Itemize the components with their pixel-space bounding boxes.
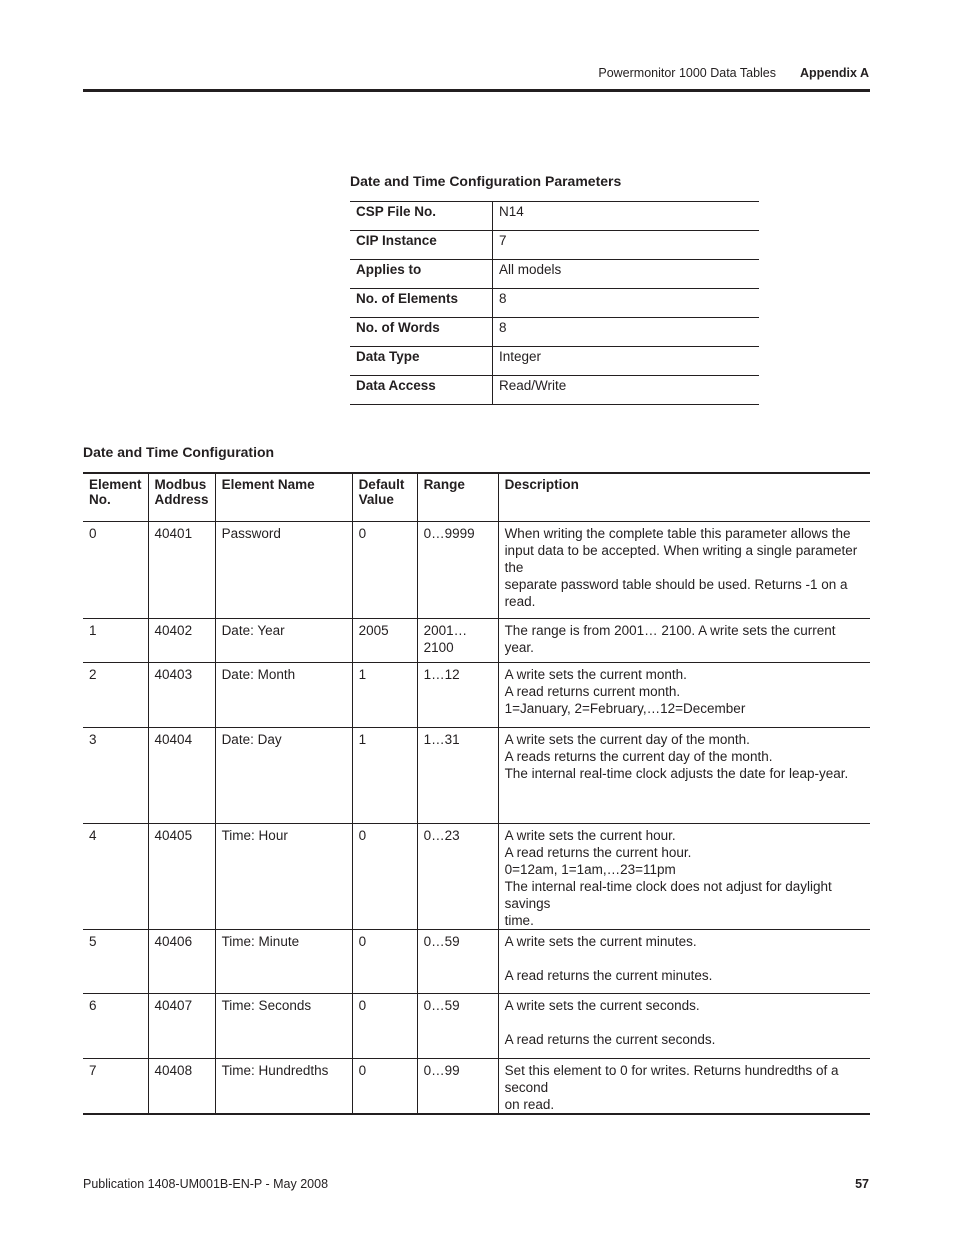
modbus-address: 40405 <box>148 824 215 930</box>
param-value: 7 <box>493 231 760 260</box>
table-row <box>83 930 870 994</box>
modbus-address: 40406 <box>148 930 215 994</box>
default-value: 0 <box>352 994 417 1059</box>
modbus-address: 40403 <box>148 663 215 728</box>
header-rule <box>83 89 870 92</box>
element-number: 4 <box>83 824 148 930</box>
column-header-line: Element <box>89 477 142 492</box>
param-value: N14 <box>493 202 760 231</box>
table-row <box>83 663 870 728</box>
element-number: 1 <box>83 619 148 663</box>
params-row <box>350 202 759 231</box>
column-header-line: Default <box>358 477 405 492</box>
description-blank-line <box>505 950 864 967</box>
description-line: A write sets the current seconds. <box>504 998 700 1013</box>
default-value: 0 <box>352 824 417 930</box>
description-line: The internal real-time clock adjusts the date for leap-year. <box>504 766 849 781</box>
param-key: Applies to <box>350 260 493 289</box>
range <box>417 1059 498 1115</box>
column-header-line: Address <box>154 492 209 507</box>
range <box>417 619 498 663</box>
description-line: input data to be accepted. When writing a single parameter the <box>504 543 858 575</box>
appendix-label: Appendix A <box>800 66 869 80</box>
description <box>498 930 870 994</box>
default-value: 1 <box>352 663 417 728</box>
column-header <box>148 473 215 522</box>
params-row <box>350 347 759 376</box>
range <box>417 663 498 728</box>
param-value: Integer <box>493 347 760 376</box>
element-name: Time: Minute <box>215 930 352 994</box>
table-row <box>83 522 870 619</box>
description-line: A read returns current month. <box>504 684 681 699</box>
params-row <box>350 318 759 347</box>
description-line: A read returns the current minutes. <box>504 968 713 983</box>
description-line: When writing the complete table this parameter allows the <box>504 526 851 541</box>
description-blank-line <box>505 1014 864 1031</box>
range <box>417 522 498 619</box>
description-line: A write sets the current hour. <box>504 828 676 843</box>
description-line: The internal real-time clock does not adjust for daylight savings <box>504 879 832 911</box>
table-row <box>83 994 870 1059</box>
default-value: 0 <box>352 1059 417 1115</box>
range-line: 1…31 <box>423 732 460 747</box>
description <box>498 1059 870 1115</box>
param-value: 8 <box>493 289 760 318</box>
range-line: 0…59 <box>423 998 460 1013</box>
param-key: No. of Words <box>350 318 493 347</box>
column-header <box>215 473 352 522</box>
range <box>417 994 498 1059</box>
description-line: 0=12am, 1=1am,…23=11pm <box>504 862 676 877</box>
column-header-line: Range <box>423 477 465 492</box>
description-line: on read. <box>504 1097 555 1112</box>
description-line: A write sets the current minutes. <box>504 934 697 949</box>
element-name: Password <box>215 522 352 619</box>
table-row <box>83 728 870 824</box>
param-value: Read/Write <box>499 378 567 393</box>
default-value: 2005 <box>352 619 417 663</box>
params-row <box>350 376 759 405</box>
description-line: 1=January, 2=February,…12=December <box>504 701 746 716</box>
element-number: 7 <box>83 1059 148 1115</box>
element-number: 2 <box>83 663 148 728</box>
description-line: Set this element to 0 for writes. Returns hundredths of a second <box>504 1063 839 1095</box>
element-name: Time: Hundredths <box>215 1059 352 1115</box>
params-row <box>350 231 759 260</box>
table-row <box>83 619 870 663</box>
range <box>417 930 498 994</box>
description-line: A reads returns the current day of the month. <box>504 749 773 764</box>
table-row <box>83 824 870 930</box>
description-line: time. <box>504 913 534 928</box>
modbus-address: 40407 <box>148 994 215 1059</box>
column-header-line: Value <box>358 492 394 507</box>
param-key: No. of Elements <box>350 289 493 318</box>
description <box>498 663 870 728</box>
element-number: 0 <box>83 522 148 619</box>
page-number: 57 <box>855 1177 869 1191</box>
params-table <box>350 201 759 405</box>
param-key: Data Access <box>350 376 493 405</box>
config-table <box>83 472 870 1115</box>
param-key: Data Type <box>350 347 493 376</box>
description-line: separate password table should be used. Returns -1 on a read. <box>504 577 848 609</box>
description <box>498 522 870 619</box>
modbus-address: 40401 <box>148 522 215 619</box>
element-name: Date: Day <box>215 728 352 824</box>
description-line: A write sets the current day of the month. <box>504 732 750 747</box>
range-line: 0…59 <box>423 934 460 949</box>
description <box>498 994 870 1059</box>
column-header-line: Modbus <box>154 477 207 492</box>
footer-publication: Publication 1408-UM001B-EN-P - May 2008 <box>83 1177 329 1191</box>
element-name: Time: Seconds <box>215 994 352 1059</box>
params-row <box>350 289 759 318</box>
element-name: Date: Year <box>215 619 352 663</box>
element-number: 5 <box>83 930 148 994</box>
table-row <box>83 1059 870 1115</box>
description <box>498 728 870 824</box>
description <box>498 824 870 930</box>
description-line: A read returns the current seconds. <box>504 1032 716 1047</box>
modbus-address: 40408 <box>148 1059 215 1115</box>
range-line: 2001… <box>423 623 468 638</box>
description-line: A read returns the current hour. <box>504 845 692 860</box>
range <box>417 824 498 930</box>
range-line: 1…12 <box>423 667 460 682</box>
params-table-caption: Date and Time Configuration Parameters <box>350 173 622 189</box>
default-value: 1 <box>352 728 417 824</box>
config-table-caption: Date and Time Configuration <box>83 444 275 460</box>
description-line: The range is from 2001… 2100. A write sets the current year. <box>504 623 836 655</box>
param-key: CIP Instance <box>350 231 493 260</box>
param-key: CSP File No. <box>350 202 493 231</box>
element-number: 6 <box>83 994 148 1059</box>
element-name: Date: Month <box>215 663 352 728</box>
param-value: All models <box>493 260 760 289</box>
page-header <box>598 66 869 80</box>
section-title: Powermonitor 1000 Data Tables <box>598 66 777 80</box>
column-header <box>352 473 417 522</box>
default-value: 0 <box>352 522 417 619</box>
default-value: 0 <box>352 930 417 994</box>
range <box>417 728 498 824</box>
element-number: 3 <box>83 728 148 824</box>
config-table-header-row <box>83 473 870 522</box>
range-line: 0…99 <box>423 1063 460 1078</box>
column-header-line: Element Name <box>221 477 315 492</box>
column-header <box>83 473 148 522</box>
column-header <box>498 473 870 522</box>
modbus-address: 40404 <box>148 728 215 824</box>
range-line: 0…23 <box>423 828 460 843</box>
column-header-line: No. <box>89 492 111 507</box>
range-line: 2100 <box>423 640 454 655</box>
description-line: A write sets the current month. <box>504 667 687 682</box>
modbus-address: 40402 <box>148 619 215 663</box>
element-name: Time: Hour <box>215 824 352 930</box>
param-value: 8 <box>493 318 760 347</box>
column-header <box>417 473 498 522</box>
description <box>498 619 870 663</box>
params-row <box>350 260 759 289</box>
range-line: 0…9999 <box>423 526 475 541</box>
column-header-line: Description <box>504 477 579 492</box>
